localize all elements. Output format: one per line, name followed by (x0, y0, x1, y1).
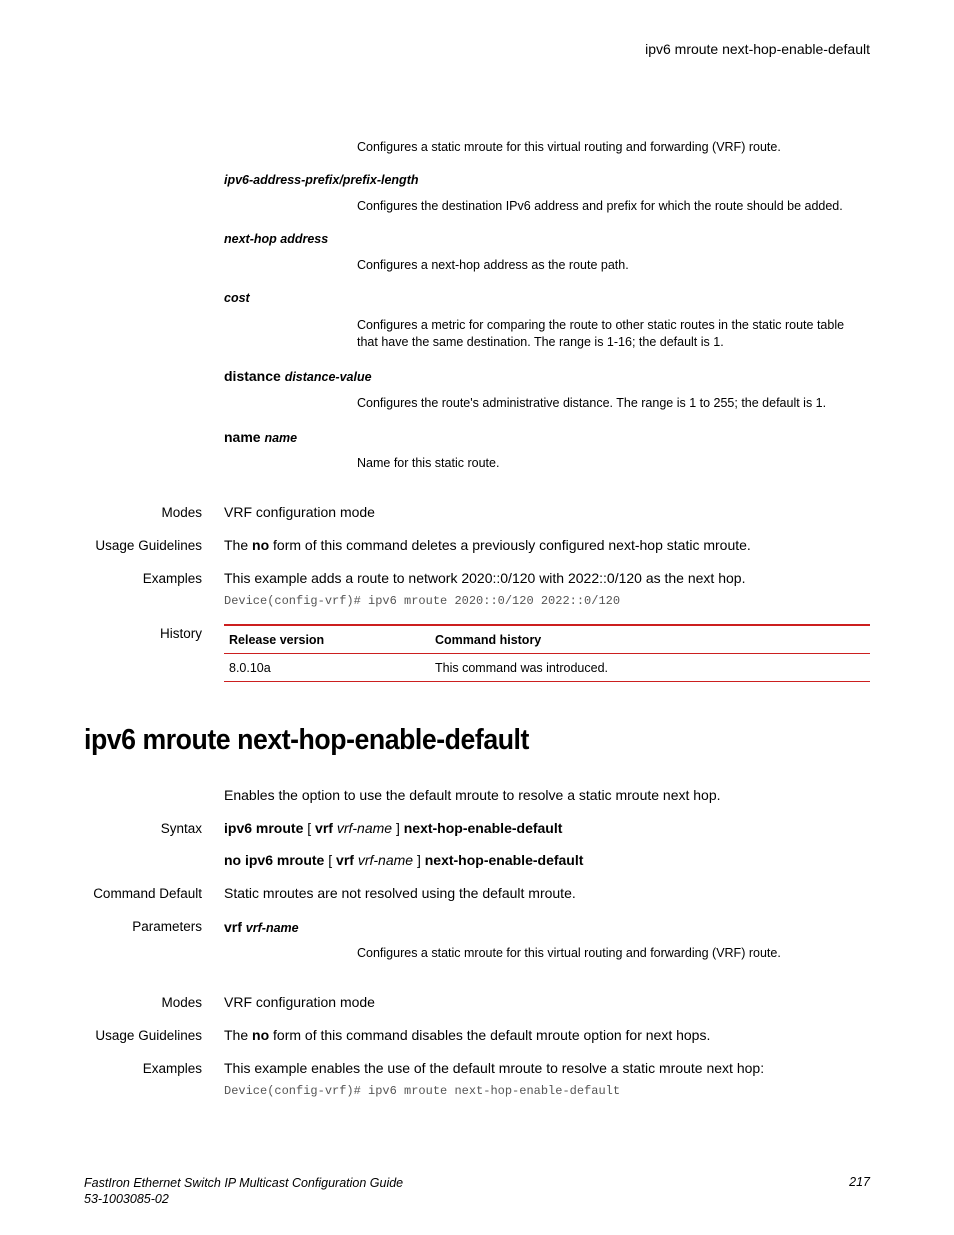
param-name-cost: cost (224, 291, 250, 305)
footer-guide-title: FastIron Ethernet Switch IP Multicast Configuration Guide (84, 1176, 404, 1190)
history-label: History (159, 626, 202, 641)
examples-text: This example adds a route to network 2020::0/120 with 2022::0/120 as the next hop. (224, 570, 746, 586)
example-code: Device(config-vrf)# ipv6 mroute 2020::0/120 2022::0/120 (224, 594, 621, 608)
param-desc-distance: Configures the route's administrative distance. The range is 1 to 255; the default is 1. (357, 396, 827, 410)
modes-label: Modes (161, 505, 202, 520)
param-desc-prefix: Configures the destination IPv6 address and prefix for which the route should be added. (357, 199, 843, 213)
modes-text: VRF configuration mode (224, 504, 375, 520)
examples-text-2: This example enables the use of the default mroute to resolve a static mroute next hop: (224, 1060, 765, 1076)
history-release-cell: 8.0.10a (224, 654, 430, 682)
page-number: 217 (849, 1175, 870, 1189)
param-desc-vrf: Configures a static mroute for this virtual routing and forwarding (VRF) route. (357, 140, 781, 154)
syntax-label: Syntax (160, 821, 202, 836)
param-name-vrf: vrf vrf-name (224, 919, 299, 935)
param-name-distance: distance distance-value (224, 368, 372, 384)
param-desc-next-hop: Configures a next-hop address as the route path. (357, 258, 629, 272)
history-desc-cell: This command was introduced. (430, 654, 870, 682)
history-header-row (224, 625, 870, 654)
modes-label-2: Modes (161, 995, 202, 1010)
default-label: Command Default (93, 886, 202, 901)
history-table (224, 624, 870, 682)
footer-doc-id: 53-1003085-02 (84, 1192, 169, 1206)
modes-text-2: VRF configuration mode (224, 994, 375, 1010)
default-text: Static mroutes are not resolved using the default mroute. (224, 885, 576, 901)
table-row (224, 654, 870, 682)
param-desc-cost: Configures a metric for comparing the route to other static routes in the static route table that have the same destination. The range is 1-16; the default is 1. (357, 318, 845, 349)
usage-label: Usage Guidelines (95, 538, 202, 553)
parameters-label: Parameters (132, 919, 202, 934)
section-intro: Enables the option to use the default mroute to resolve a static mroute next hop. (224, 787, 721, 803)
example-code-2: Device(config-vrf)# ipv6 mroute next-hop-enable-default (224, 1084, 621, 1098)
param-name-next-hop: next-hop address (224, 232, 329, 246)
param-desc-vrf-2: Configures a static mroute for this virtual routing and forwarding (VRF) route. (357, 946, 781, 960)
examples-label: Examples (142, 571, 202, 586)
history-col-history: Command history (430, 625, 870, 654)
history-col-release: Release version (224, 625, 430, 654)
examples-label-2: Examples (142, 1061, 202, 1076)
section-title: ipv6 mroute next-hop-enable-default (84, 724, 529, 756)
running-header: ipv6 mroute next-hop-enable-default (645, 41, 870, 57)
syntax-line-2: no ipv6 mroute [ vrf vrf-name ] next-hop-enable-default (224, 852, 584, 868)
usage-label-2: Usage Guidelines (95, 1028, 202, 1043)
param-name-prefix: ipv6-address-prefix/prefix-length (224, 173, 419, 187)
param-desc-name: Name for this static route. (357, 456, 500, 470)
usage-text-2: The no form of this command disables the default mroute option for next hops. (224, 1027, 711, 1043)
usage-text: The no form of this command deletes a previously configured next-hop static mroute. (224, 537, 751, 553)
param-name-name: name name (224, 429, 298, 445)
syntax-line-1: ipv6 mroute [ vrf vrf-name ] next-hop-enable-default (224, 820, 563, 836)
